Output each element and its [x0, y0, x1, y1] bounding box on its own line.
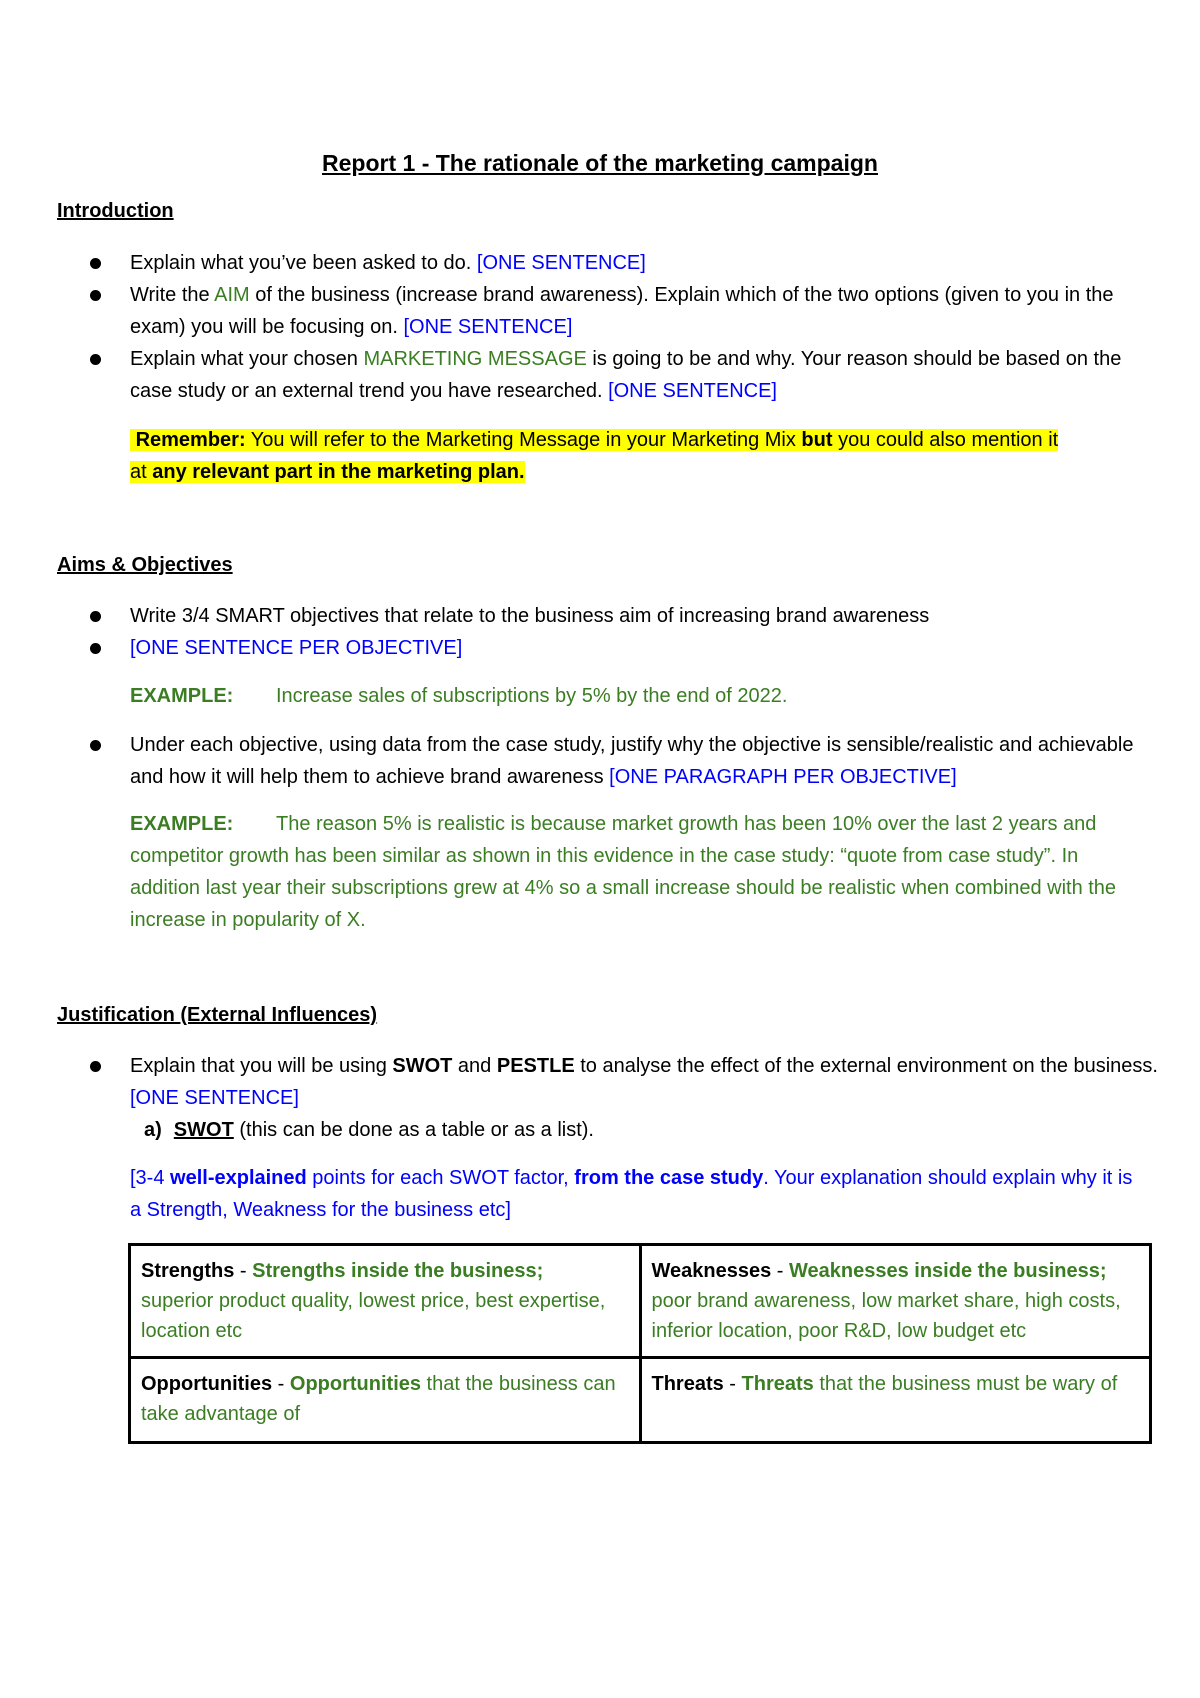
bullet-icon	[90, 247, 104, 279]
bullet-icon	[90, 279, 104, 311]
example-2: EXAMPLE: The reason 5% is realistic is because market growth has been 10% over the last 2 years and competitor growth has been similar as shown in this evidence in the case study: “quote from case study”. In addition last year their subscriptions grew at 4% so a small increase should be realistic when combined with the increase in popularity of X.	[130, 813, 1117, 931]
bullet-icon	[90, 1050, 104, 1082]
bullet-icon	[90, 632, 104, 664]
bullet-icon	[90, 343, 104, 375]
swot-cell-strengths: Strengths - Strengths inside the business; superior product quality, lowest price, best expertise, location etc	[130, 1245, 641, 1358]
aims-heading: Aims & Objectives	[57, 554, 233, 576]
swot-cell-weaknesses: Weaknesses - Weaknesses inside the business; poor brand awareness, low market share, high costs, inferior location, poor R&D, low budget etc	[640, 1245, 1151, 1358]
swot-table	[128, 1243, 1152, 1444]
swot-cell-threats: Threats - Threats that the business must be wary of	[640, 1358, 1151, 1443]
swot-cell-opportunities: Opportunities - Opportunities that the business can take advantage of	[130, 1358, 641, 1443]
introduction-heading: Introduction	[57, 200, 174, 222]
report-title: Report 1 - The rationale of the marketing campaign	[322, 150, 878, 176]
swot-note: [3-4 well-explained points for each SWOT factor, from the case study. Your explanation should explain why it is a Strength, Weakness for the business etc]	[130, 1167, 1133, 1221]
justification-heading: Justification (External Influences)	[57, 1004, 378, 1026]
sub-item-a: a) SWOT (this can be done as a table or as a list).	[144, 1119, 594, 1141]
document-page: Report 1 - The rationale of the marketing campaign Introduction Explain what you’ve been asked to do. [ONE SENTENCE] Write the AIM of the business (increase brand awareness). Explain which of the two options (given to you in the exam) you will be focusing on. [ONE SENTENCE] Explain what your chosen MARKETING MESSAGE is going to be and why. Your reason should be based on the case study or an external trend you have researched. [ONE SENTENCE] Remember: You will refer to the Marketing Message in your Marketing Mix but you could also mention it at any relevant part in the marketing plan. Aims & Objectives Write 3/4 SMART objectives that relate to the business aim of increasing brand awareness [ONE SENTENCE PER OBJECTIVE] EXAMPLE: Increase sales of subscriptions by 5% by the end of 2022. Under each objective, using data from the case study, justify why the objective is sensible/realistic and achievable and how it will help them to achieve brand awareness [ONE PARAGRAPH PER OBJECTIVE] EXAMPLE: The reason 5% is realistic is because market growth has been 10% over the last 2 years and competitor growth has been similar as shown in this evidence in the case study: “quote from case study”. In addition last year their subscriptions grew at 4% so a small increase should be realistic when combined with the increase in popularity of X. Justification (External Influences) Explain that you will be using SWOT and PESTLE to analyse the effect of the external environment on the business. [ONE SENTENCE] a) SWOT (this can be done as a table or as a list). [3-4 well-explained points for each SWOT factor, from the case study. Your explanation should explain why it is a Strength, Weakness for the business etc] Strengths - Strengths inside the business; superior product quality, lowest price, best expertise, location etc Weaknesses - Weaknesses inside the business; poor brand awareness, low market share, high costs, inferior location, poor R&D, low budget etc Opportunities - Opportunities that the business can take advantage of Threats - Threats that the business must be wary of	[0, 0, 1200, 1698]
example-1: EXAMPLE: Increase sales of subscriptions by 5% by the end of 2022.	[130, 685, 788, 707]
bullet-icon	[90, 729, 104, 761]
bullet-icon	[90, 600, 104, 632]
remember-note: Remember: You will refer to the Marketing Message in your Marketing Mix but you could also mention it at any relevant part in the marketing plan.	[130, 429, 1059, 483]
